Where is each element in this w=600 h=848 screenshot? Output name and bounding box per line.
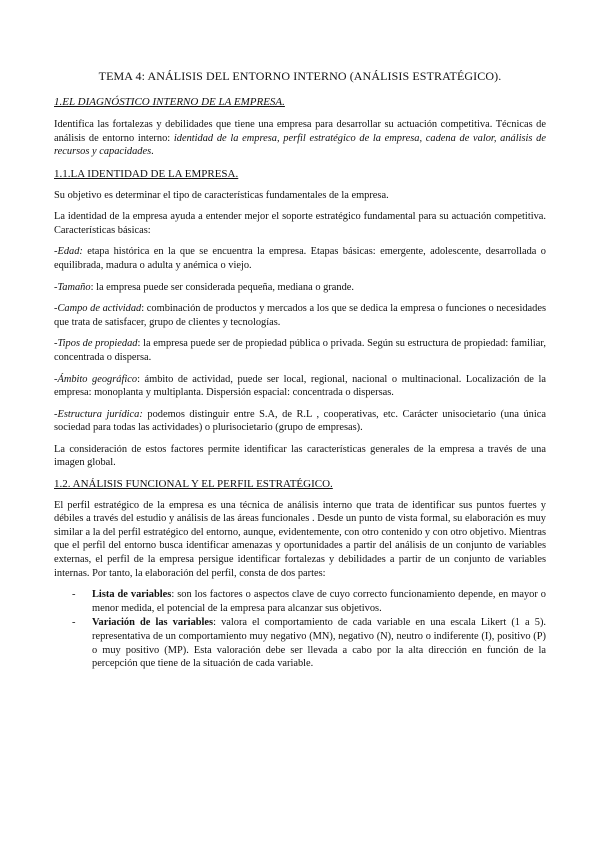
characteristic-ambito-geografico: -Ámbito geográfico: ámbito de actividad, puede ser local, regional, nacional o multinacional. Localización de la empresa: monoplanta y multiplanta. Dispersión espacial: concentrada o dispersas. xyxy=(54,373,546,399)
list-item: - Lista de variables: son los factores o aspectos clave de cuyo correcto funcionamiento depende, en mayor o menor medida, el potencial de la empresa para alcanzar sus objetivos. xyxy=(72,589,546,614)
characteristic-campo-actividad: -Campo de actividad: combinación de productos y mercados a los que se dedica la empresa o funciones o necesidades que trata de satisfacer, grupo de clientes y tecnologías. xyxy=(54,303,546,328)
section-1-1-closing: La consideración de estos factores permite identificar las características generales de la empresa a través de una imagen global. xyxy=(54,443,546,469)
section-1-intro: Identifica las fortalezas y debilidades que tiene una empresa para desarrollar su actuación competitiva. Técnicas de análisis de entorno interno: identidad de la empresa, perfil estratégico de la empresa, cadena de valor, análisis de recursos y capacidades. xyxy=(54,119,546,158)
section-1-1-heading: 1.1.LA IDENTIDAD DE LA EMPRESA. xyxy=(54,167,239,180)
characteristic-edad: -Edad: etapa histórica en la que se encuentra la empresa. Etapas básicas: emergente, adolescente, desarrollada o equilibrada, madura o adulta y anémica o viejo. xyxy=(54,246,546,271)
section-1-heading: 1.EL DIAGNÓSTICO INTERNO DE LA EMPRESA. xyxy=(54,95,285,108)
document-title: TEMA 4: ANÁLISIS DEL ENTORNO INTERNO (ANÁLISIS ESTRATÉGICO). xyxy=(98,69,502,83)
section-1-2-paragraph-1: El perfil estratégico de la empresa es una técnica de análisis interno que trata de identificar sus puntos fuertes y débiles a través del estudio y análisis de las áreas funcionales . Desde un punto de vista formal, su elaboración es muy similar a la del perfil estratégico del entorno, aunque, evidentemente, con otro contenido y con otro objetivo. Mientras que el perfil del entorno busca identificar amenazas y oportunidades a partir del análisis de un conjunto de variables externas, el perfil de la empresa persigue identificar fortalezas y debilidades a partir de un conjunto de variables internas. Por tanto, la elaboración del perfil, consta de dos partes: xyxy=(54,499,546,579)
section-1-2-heading: 1.2. ANÁLISIS FUNCIONAL Y EL PERFIL ESTRATÉGICO. xyxy=(54,478,333,491)
list-item: - Variación de las variables: valora el comportamiento de cada variable en una escala Likert (1 a 5). representativa de un comportamiento muy negativo (MN), negativo (N), neutro o indiferente (I), positivo (P) o muy positivo (MP). Esta valoración debe ser llevada a cabo por la alta dirección en función de la percepción que tiene de la situación de cada variable. xyxy=(72,617,546,670)
characteristic-tipos-propiedad: -Tipos de propiedad: la empresa puede ser de propiedad pública o privada. Según su estructura de propiedad: familiar, concentrada o dispersa. xyxy=(54,338,546,363)
characteristic-tamano: -Tamaño: la empresa puede ser considerada pequeña, mediana o grande. xyxy=(54,281,354,293)
section-1-1-paragraph-2: La identidad de la empresa ayuda a entender mejor el soporte estratégico fundamental para su actuación competitiva. Características básicas: xyxy=(54,211,546,236)
perfil-parts-list xyxy=(54,588,546,671)
section-1-1-paragraph-1: Su objetivo es determinar el tipo de características fundamentales de la empresa. xyxy=(54,189,389,201)
characteristic-estructura-juridica: -Estructura jurídica: podemos distinguir entre S.A, de R.L , cooperativas, etc. Carácter unisocietario (una única sociedad para todas las actividades) o plurisocietario (grupo de empresas). xyxy=(54,408,546,434)
document-page xyxy=(54,70,546,672)
